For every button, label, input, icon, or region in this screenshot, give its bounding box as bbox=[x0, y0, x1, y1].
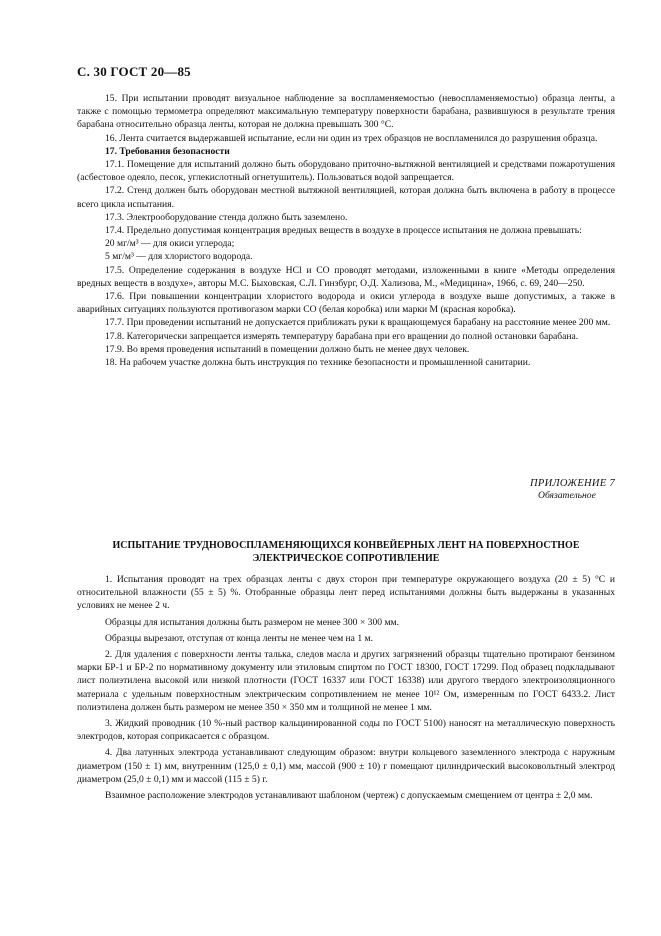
limit-hcl: 5 мг/м³ — для хлористого водорода. bbox=[105, 251, 253, 263]
clause-15: 15. При испытании проводят визуальное наблюдение за воспламеняемостью (невоспламеняемостью) образца ленты, а также с помощью термометра определяют максимальную температуру поверхности барабана, развившуюся в результате трения барабана относительно образца ленты, которая не должна превышать 300 °С. bbox=[77, 93, 615, 131]
clause-18: 18. На рабочем участке должна быть инструкция по технике безопасности и промышленной санитарии. bbox=[105, 357, 531, 369]
appendix-para-cut: Образцы вырезают, отступая от конца ленты не менее чем на 1 м. bbox=[105, 632, 373, 644]
clause-17-7: 17.7. При проведении испытаний не допускается приближать руки к вращающемуся барабану на расстояние менее 200 мм. bbox=[105, 317, 611, 329]
appendix-para-placement: Взаимное расположение электродов устанавливают шаблоном (чертеж) с допускаемым смещением от центра ± 2,0 мм. bbox=[105, 790, 593, 802]
clause-17-8: 17.8. Категорически запрещается измерять температуру барабана при его вращении до полной остановки барабана. bbox=[105, 330, 579, 342]
appendix-status: Обязательное bbox=[538, 490, 596, 501]
clause-17-2: 17.2. Стенд должен быть оборудован местной вытяжной вентиляцией, которая должна быть включена в работу в процессе всего цикла испытания. bbox=[77, 185, 615, 210]
appendix-para-4: 4. Два латунных электрода устанавливают следующим образом: внутри кольцевого заземленного электрода с наружным диаметром (150 ± 1) мм, внутренним (125,0 ± 0,1) мм, массой (900 ± 10) г помещают цилиндрический высоковольтный электрод диаметром (25,0 ± 0,1) мм и массой (115 ± 5) г. bbox=[77, 747, 615, 785]
clause-17-4: 17.4. Предельно допустимая концентрация вредных веществ в воздухе в процессе испытания не должна превышать: bbox=[105, 225, 582, 237]
page-header: С. 30 ГОСТ 20—85 bbox=[77, 64, 191, 79]
appendix-para-1: 1. Испытания проводят на трех образцах ленты с двух сторон при температуре окружающего воздуха (20 ± 5) °С и относительной влажности (55 ± 5) %. Отобранные образцы лент перед испытаниями должны быть выдержаны в указанных условиях не менее 2 ч. bbox=[77, 574, 615, 612]
limit-co: 20 мг/м³ — для окиси углерода; bbox=[105, 238, 235, 250]
appendix-para-size: Образцы для испытания должны быть размером не менее 300 × 300 мм. bbox=[105, 616, 399, 628]
clause-17-heading: 17. Требования безопасности bbox=[105, 145, 230, 157]
appendix-title: ИСПЫТАНИЕ ТРУДНОВОСПЛАМЕНЯЮЩИХСЯ КОНВЕЙЕРНЫХ ЛЕНТ НА ПОВЕРХНОСТНОЕ ЭЛЕКТРИЧЕСКОЕ СОПРОТИВЛЕНИЕ bbox=[112, 540, 580, 564]
safety-sections bbox=[77, 92, 615, 369]
clause-17-9: 17.9. Во время проведения испытаний в помещении должно быть не менее двух человек. bbox=[105, 343, 470, 355]
appendix-label-block bbox=[530, 478, 615, 501]
clause-17-6: 17.6. При повышении концентрации хлористого водорода и окиси углерода в воздухе выше допустимых, а также в аварийных ситуациях пользуются противогазом марки CO (белая коробка) или марки М (красная коробка). bbox=[77, 291, 615, 316]
clause-17-5: 17.5. Определение содержания в воздухе HCl и CO проводят методами, изложенными в книге «Методы определения вредных веществ в воздухе», авторы М.С. Быховская, С.Л. Гинзбург, О.Д. Хализова, М., «Медицина», 1966, с. 69, 240—250. bbox=[77, 264, 615, 289]
clause-16: 16. Лента считается выдержавшей испытание, если ни один из трех образцов не воспламенился до разрушения образца. bbox=[105, 132, 598, 144]
appendix-para-3: 3. Жидкий проводник (10 %-ный раствор кальцинированной соды по ГОСТ 5100) наносят на металлическую поверхность электродов, которая соприкасается с образцом. bbox=[77, 718, 615, 743]
clause-17-3: 17.3. Электрооборудование стенда должно быть заземлено. bbox=[105, 211, 348, 223]
appendix-body bbox=[77, 573, 615, 802]
appendix-label: ПРИЛОЖЕНИЕ 7 bbox=[530, 478, 615, 489]
clause-17-1: 17.1. Помещение для испытаний должно быть оборудовано приточно-вытяжной вентиляцией и средствами пожаротушения (асбестовое одеяло, песок, углекислотный огнетушитель). Пользоваться водой запрещается. bbox=[77, 159, 615, 184]
appendix-para-2: 2. Для удаления с поверхности ленты талька, следов масла и других загрязнений образцы тщательно протирают бензином марки БР-1 и БР-2 по нормативному документу или этиловым спиртом по ГОСТ 18300, ГОСТ 17299. Под образец подкладывают лист полиэтилена высокой или низкой плотности (ГОСТ 16337 или ГОСТ 16338) или другого твердого электроизоляционного материала с удельным поверхностным электрическим сопротивлением не менее 10¹² Ом, измеренным по ГОСТ 6433.2. Лист полиэтилена должен быть размером не менее 350 × 350 мм и толщиной не менее 1 мм. bbox=[77, 649, 615, 713]
